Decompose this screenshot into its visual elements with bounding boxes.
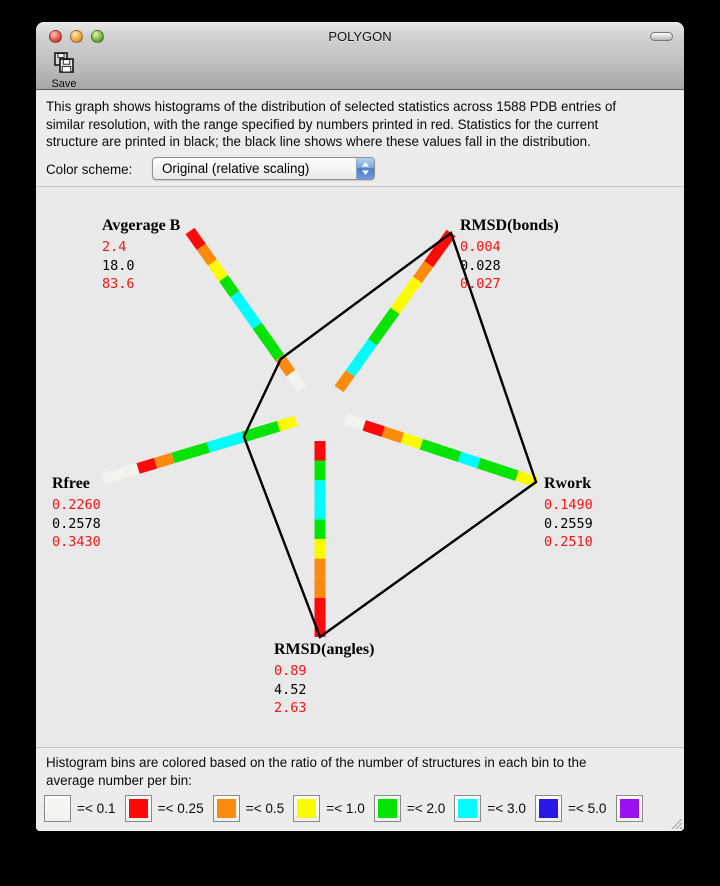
axis-current-value: 0.028: [460, 257, 501, 274]
swatch-color: [129, 799, 148, 818]
legend-swatch-yellow: [293, 795, 320, 822]
histogram-bin: [201, 247, 212, 263]
legend-swatch-blue: [535, 795, 562, 822]
histogram-bin: [261, 426, 279, 431]
save-icon: [52, 51, 76, 78]
zoom-button[interactable]: [91, 30, 104, 43]
axis-min-value: 2.4: [102, 239, 127, 255]
swatch-color: [539, 799, 558, 818]
axis-max-value: 0.2510: [544, 534, 593, 550]
swatch-color: [297, 799, 316, 818]
window-chrome: [36, 22, 684, 90]
description-text: [46, 98, 616, 151]
axis-min-value: 0.004: [460, 239, 501, 255]
histogram-bin: [224, 278, 235, 294]
legend-panel: [36, 747, 684, 831]
minimize-button[interactable]: [70, 30, 83, 43]
color-scheme-label: Color scheme:: [46, 162, 133, 177]
histogram-bin: [212, 263, 223, 279]
toolbar-toggle-button[interactable]: [650, 32, 673, 41]
histogram-bin: [373, 327, 384, 343]
histogram-bin: [460, 457, 479, 463]
histogram-bin: [383, 432, 402, 438]
histogram-bin: [268, 342, 279, 358]
histogram-bin: [406, 280, 417, 296]
histogram-bin: [421, 444, 440, 450]
dropdown-stepper-icon: [356, 158, 374, 179]
legend-bin-label: =< 3.0: [487, 801, 526, 816]
legend-bin-label: =< 0.5: [245, 801, 285, 816]
axis-current-value: 0.2559: [544, 515, 593, 532]
swatch-color: [217, 799, 236, 818]
axis-title: Rfree: [52, 475, 90, 492]
histogram-bin: [208, 442, 226, 447]
legend-swatch-red: [125, 795, 152, 822]
histogram-bin: [190, 231, 201, 247]
histogram-bin: [350, 358, 361, 374]
swatch-color: [458, 799, 477, 818]
legend-bin-label: =< 0.25: [157, 801, 204, 816]
legend-swatch-orange: [213, 795, 240, 822]
legend-row: [44, 795, 682, 822]
axis-min-value: 0.1490: [544, 497, 593, 513]
histogram-bin: [361, 342, 372, 358]
polygon-window: [36, 22, 684, 831]
title-bar[interactable]: [36, 22, 684, 50]
legend-bin-label: =< 0.1: [77, 801, 116, 816]
axis-current-value: 4.52: [274, 681, 307, 698]
histogram-bin: [395, 295, 406, 311]
histogram-bin: [235, 294, 246, 310]
histogram-bin: [364, 425, 383, 431]
save-button-label: Save: [51, 78, 77, 90]
axis-current-value: 0.2578: [52, 515, 101, 532]
histogram-bin: [417, 264, 428, 280]
legend-swatch-white: [44, 795, 71, 822]
window-title: POLYGON: [328, 29, 392, 44]
swatch-color: [378, 799, 397, 818]
resize-grip[interactable]: [669, 816, 682, 829]
description-line: This graph shows histograms of the distribution of selected statistics across 1588 PDB entries of: [46, 99, 617, 114]
axis-min-value: 0.2260: [52, 497, 101, 513]
legend-bin-label: =< 5.0: [567, 801, 607, 816]
legend-bin-label: =< 1.0: [326, 801, 365, 816]
histogram-bin: [191, 447, 209, 452]
legend-note-line: Histogram bins are colored based on the ratio of the number of structures in each bin to the: [46, 755, 587, 770]
axis-title: Avgerage B: [102, 217, 181, 234]
axis-title: Rwork: [544, 475, 592, 492]
polygon-plot: [36, 187, 684, 747]
legend-note-line: average number per bin:: [46, 772, 192, 788]
save-button[interactable]: [42, 51, 86, 89]
axis-title: RMSD(angles): [274, 641, 375, 658]
swatch-color: [620, 799, 639, 818]
description-line: similar resolution, with the range specified by numbers printed in red. Statistics for the current: [46, 116, 599, 132]
histogram-bin: [246, 310, 257, 326]
histogram-bin: [441, 451, 460, 457]
swatch-color: [48, 799, 67, 818]
histogram-bin: [278, 421, 296, 426]
traffic-lights: [49, 30, 104, 43]
histogram-bin: [257, 326, 268, 342]
histogram-bin: [138, 463, 156, 468]
histogram-bin: [429, 249, 440, 265]
color-scheme-dropdown[interactable]: [152, 157, 375, 180]
legend-swatch-cyan: [454, 795, 481, 822]
histogram-bin: [384, 311, 395, 327]
legend-note: [46, 754, 586, 789]
histogram-bin: [339, 373, 350, 389]
histogram-bin: [291, 373, 302, 389]
histogram-bin: [121, 468, 139, 473]
legend-swatch-purple: [616, 795, 643, 822]
axis-max-value: 83.6: [102, 276, 135, 292]
axis-min-value: 0.89: [274, 663, 307, 679]
description-panel: [36, 90, 684, 187]
histogram-bin: [479, 463, 498, 469]
axis-title: RMSD(bonds): [460, 217, 559, 234]
histogram-bin: [103, 474, 121, 479]
axis-max-value: 2.63: [274, 700, 307, 716]
legend-swatch-green: [374, 795, 401, 822]
close-button[interactable]: [49, 30, 62, 43]
histogram-bin: [402, 438, 421, 444]
histogram-bin: [226, 437, 244, 442]
histogram-bin: [156, 458, 174, 463]
polygon-chart: [36, 187, 684, 747]
color-scheme-value: Original (relative scaling): [162, 161, 310, 176]
axis-max-value: 0.027: [460, 276, 501, 292]
histogram-bin: [498, 469, 517, 475]
histogram-bin: [345, 419, 364, 425]
axis-max-value: 0.3430: [52, 534, 101, 550]
histogram-bin: [173, 453, 191, 458]
axis-current-value: 18.0: [102, 257, 135, 274]
legend-bin-label: =< 2.0: [406, 801, 446, 816]
description-line: structure are printed in black; the black line shows where these values fall in the distribution.: [46, 134, 591, 149]
